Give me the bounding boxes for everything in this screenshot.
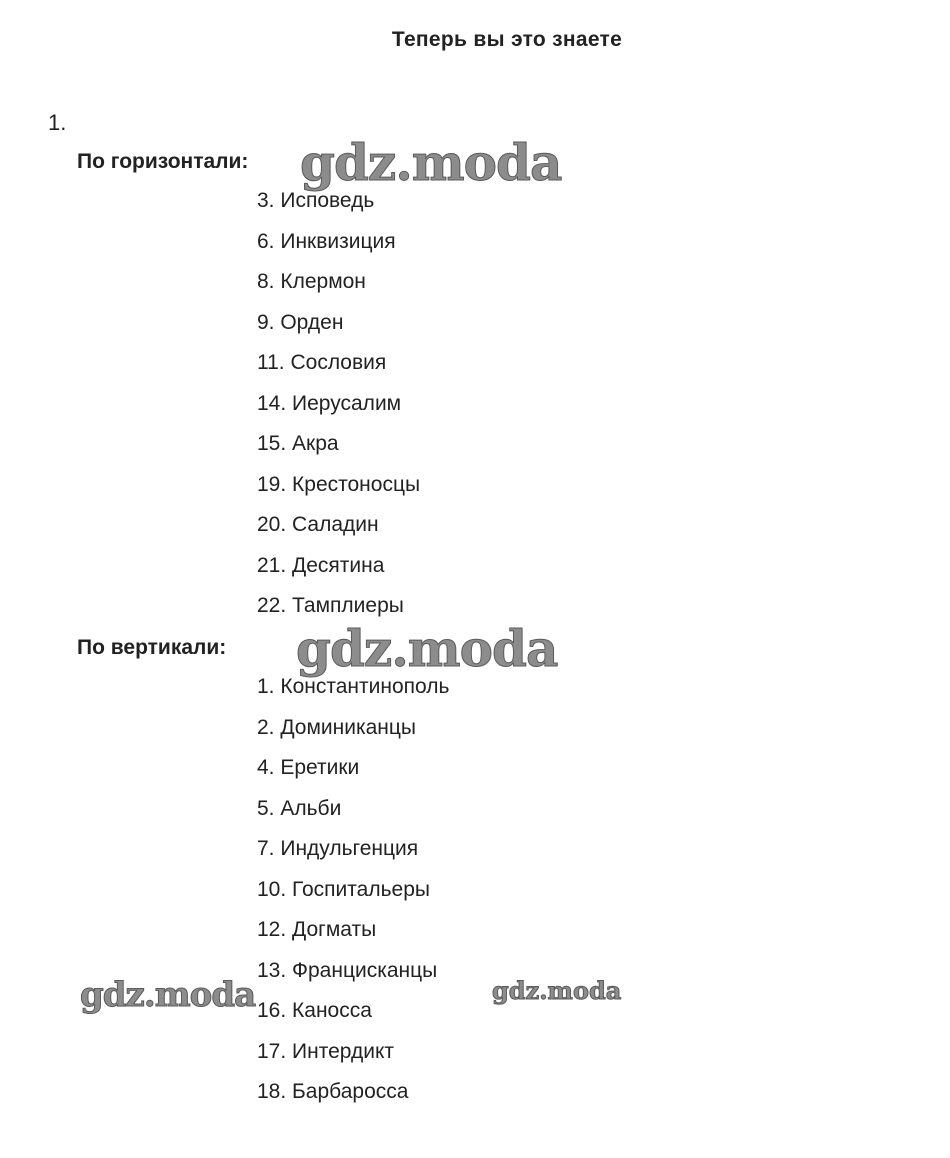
vertical-answer: 17. Интердикт [257,1039,395,1063]
vertical-answer: 18. Барбаросса [257,1080,409,1103]
vertical-answer: 10. Госпитальеры [257,877,430,901]
vertical-answer: 1. Константинополь [257,675,450,698]
vertical-answer: 7. Индульгенция [257,837,419,860]
horizontal-answers-list [257,190,420,636]
horizontal-answer: 21. Десятина [257,553,385,577]
watermark-logo: gdz.moda [80,975,256,1015]
watermark-logo: gdz.moda [300,133,562,192]
task-number: 1. [48,110,67,135]
horizontal-answer: 3. Исповедь [257,189,375,212]
vertical-answer: 12. Догматы [257,918,377,941]
vertical-answer: 13. Францисканцы [257,958,438,982]
page-title: Теперь вы это знаете [391,28,623,51]
horizontal-answer: 6. Инквизиция [257,229,396,253]
vertical-answer: 5. Альби [257,796,342,820]
vertical-section-label: По вертикали: [77,636,227,659]
horizontal-answer: 15. Акра [257,432,339,455]
horizontal-answer: 8. Клермон [257,270,366,293]
horizontal-answer: 9. Орден [257,310,344,334]
watermark-logo: gdz.moda [492,976,622,1005]
vertical-answers-list [257,676,449,1122]
horizontal-section-label: По горизонтали: [77,150,249,173]
horizontal-answer: 14. Иерусалим [257,391,402,415]
vertical-answer: 4. Еретики [257,756,360,779]
vertical-answer: 16. Каносса [257,999,372,1022]
horizontal-answer: 22. Тамплиеры [257,594,404,617]
horizontal-answer: 20. Саладин [257,513,379,536]
horizontal-answer: 11. Сословия [257,351,387,374]
vertical-answer: 2. Доминиканцы [257,715,417,739]
horizontal-answer: 19. Крестоносцы [257,472,421,496]
watermark-logo: gdz.moda [296,619,558,678]
